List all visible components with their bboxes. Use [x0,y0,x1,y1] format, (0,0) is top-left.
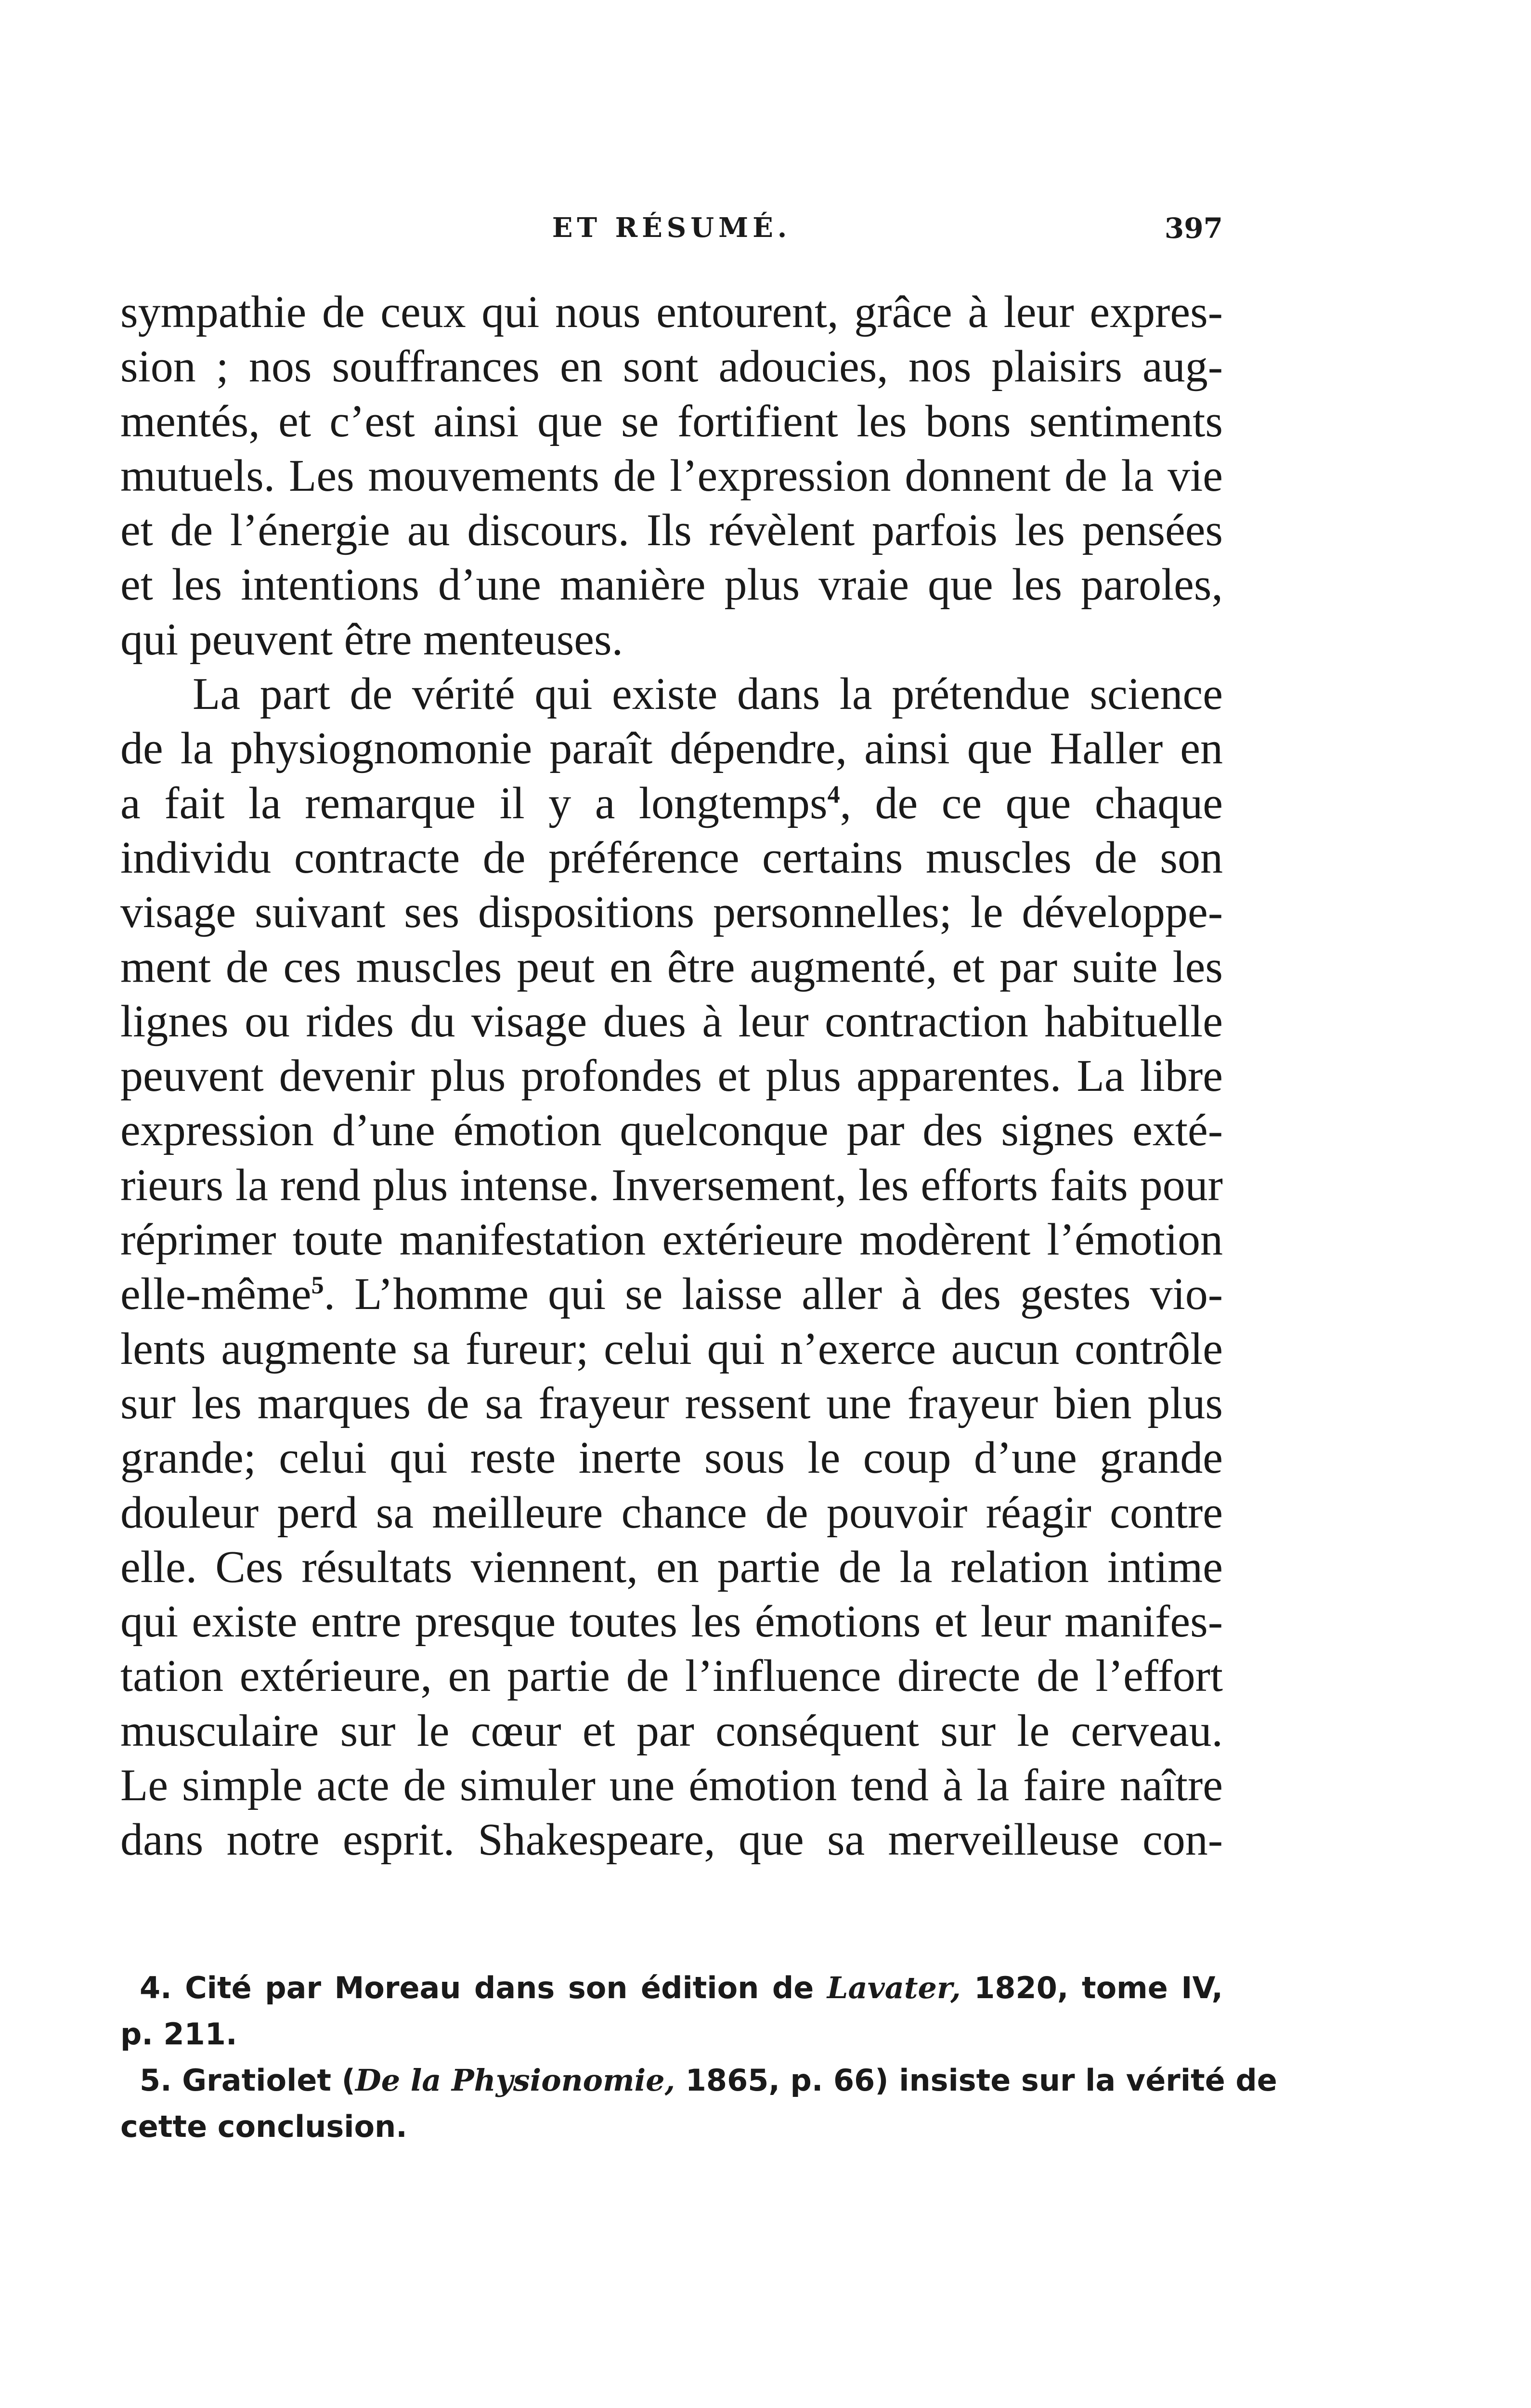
text-line: qui peuvent être menteuses. [120,614,623,665]
text-line: mutuels. Les mouvements de l’expression donnent de la vie [120,450,1223,501]
text-line: elle. Ces résultats viennent, en partie de la relation intime [120,1542,1223,1592]
cited-title: De la Physionomie, [355,2063,675,2098]
text-line: sion ; nos souffrances en sont adoucies, nos plaisirs aug- [120,341,1223,392]
text-line: Le simple acte de simuler une émotion tend à la faire naître [120,1760,1223,1811]
paragraph-2 [120,667,1223,1868]
text-line: réprimer toute manifestation extérieure modèrent l’émotion [120,1215,1223,1265]
text-segment: elle-même [120,1269,311,1320]
text-line [120,776,1223,831]
footnotes [120,1965,1277,2150]
footnote-5 [120,2057,1277,2150]
text-line [120,1267,1223,1322]
page-number: 397 [1164,212,1223,245]
running-head: ET RÉSUMÉ. [552,212,791,244]
text-line: et les intentions d’une manière plus vraie que les paroles, [120,560,1223,610]
text-line: de la physiognomonie paraît dépendre, ainsi que Haller en [120,723,1223,774]
footnote-line: p. 211. [120,2016,237,2052]
text-line: tation extérieure, en partie de l’influence directe de l’effort [120,1651,1223,1701]
text-line: peuvent devenir plus profondes et plus apparentes. La libre [120,1051,1223,1101]
text-segment: . L’homme qui se laisse aller à des gestes vio- [324,1269,1223,1320]
text-segment: 1820, tome IV, [960,1970,1223,2005]
text-line: rieurs la rend plus intense. Inversement, les efforts faits pour [120,1160,1223,1210]
page-header [120,212,1223,255]
text-segment: a fait la remarque il y a longtemps [120,778,828,828]
text-line: lents augmente sa fureur; celui qui n’exerce aucun contrôle [120,1323,1223,1374]
text-line: sympathie de ceux qui nous entourent, grâce à leur expres- [120,287,1223,337]
text-line: dans notre esprit. Shakespeare, que sa merveilleuse con- [120,1815,1223,1865]
text-line: lignes ou rides du visage dues à leur contraction habituelle [120,996,1223,1047]
text-line: et de l’énergie au discours. Ils révèlent parfois les pensées [120,505,1223,556]
text-line: individu contracte de préférence certains muscles de son [120,832,1223,883]
text-line: visage suivant ses dispositions personnelles; le développe- [120,887,1223,938]
footnote-ref-5[interactable]: 5 [311,1272,324,1300]
cited-title: Lavater, [827,1970,961,2005]
text-line: musculaire sur le cœur et par conséquent sur le cerveau. [120,1705,1223,1756]
text-line: douleur perd sa meilleure chance de pouvoir réagir contre [120,1487,1223,1538]
text-line: mentés, et c’est ainsi que se fortifient les bons sentiments [120,396,1223,446]
footnote-line [120,2057,1277,2104]
text-segment: 1865, p. 66) insiste sur la vérité de [675,2063,1277,2098]
text-line: expression d’une émotion quelconque par des signes exté- [120,1105,1223,1156]
footnote-line [120,1965,1223,2011]
text-line: sur les marques de sa frayeur ressent une frayeur bien plus [120,1378,1223,1428]
text-line: ment de ces muscles peut en être augmenté, et par suite les [120,942,1223,992]
text-line: grande; celui qui reste inerte sous le coup d’une grande [120,1433,1223,1483]
footnote-line: cette conclusion. [120,2109,407,2144]
text-segment: 4. Cité par Moreau dans son édition de [140,1970,827,2005]
paragraph-1 [120,285,1223,667]
text-line: La part de vérité qui existe dans la prétendue science [193,669,1223,720]
footnote-ref-4[interactable]: 4 [827,781,840,809]
text-line: qui existe entre presque toutes les émotions et leur manifes- [120,1597,1223,1647]
text-segment: 5. Gratiolet ( [140,2063,355,2098]
text-segment: , de ce que chaque [840,778,1223,828]
footnote-4 [120,1965,1223,2057]
body-text [120,285,1223,1868]
